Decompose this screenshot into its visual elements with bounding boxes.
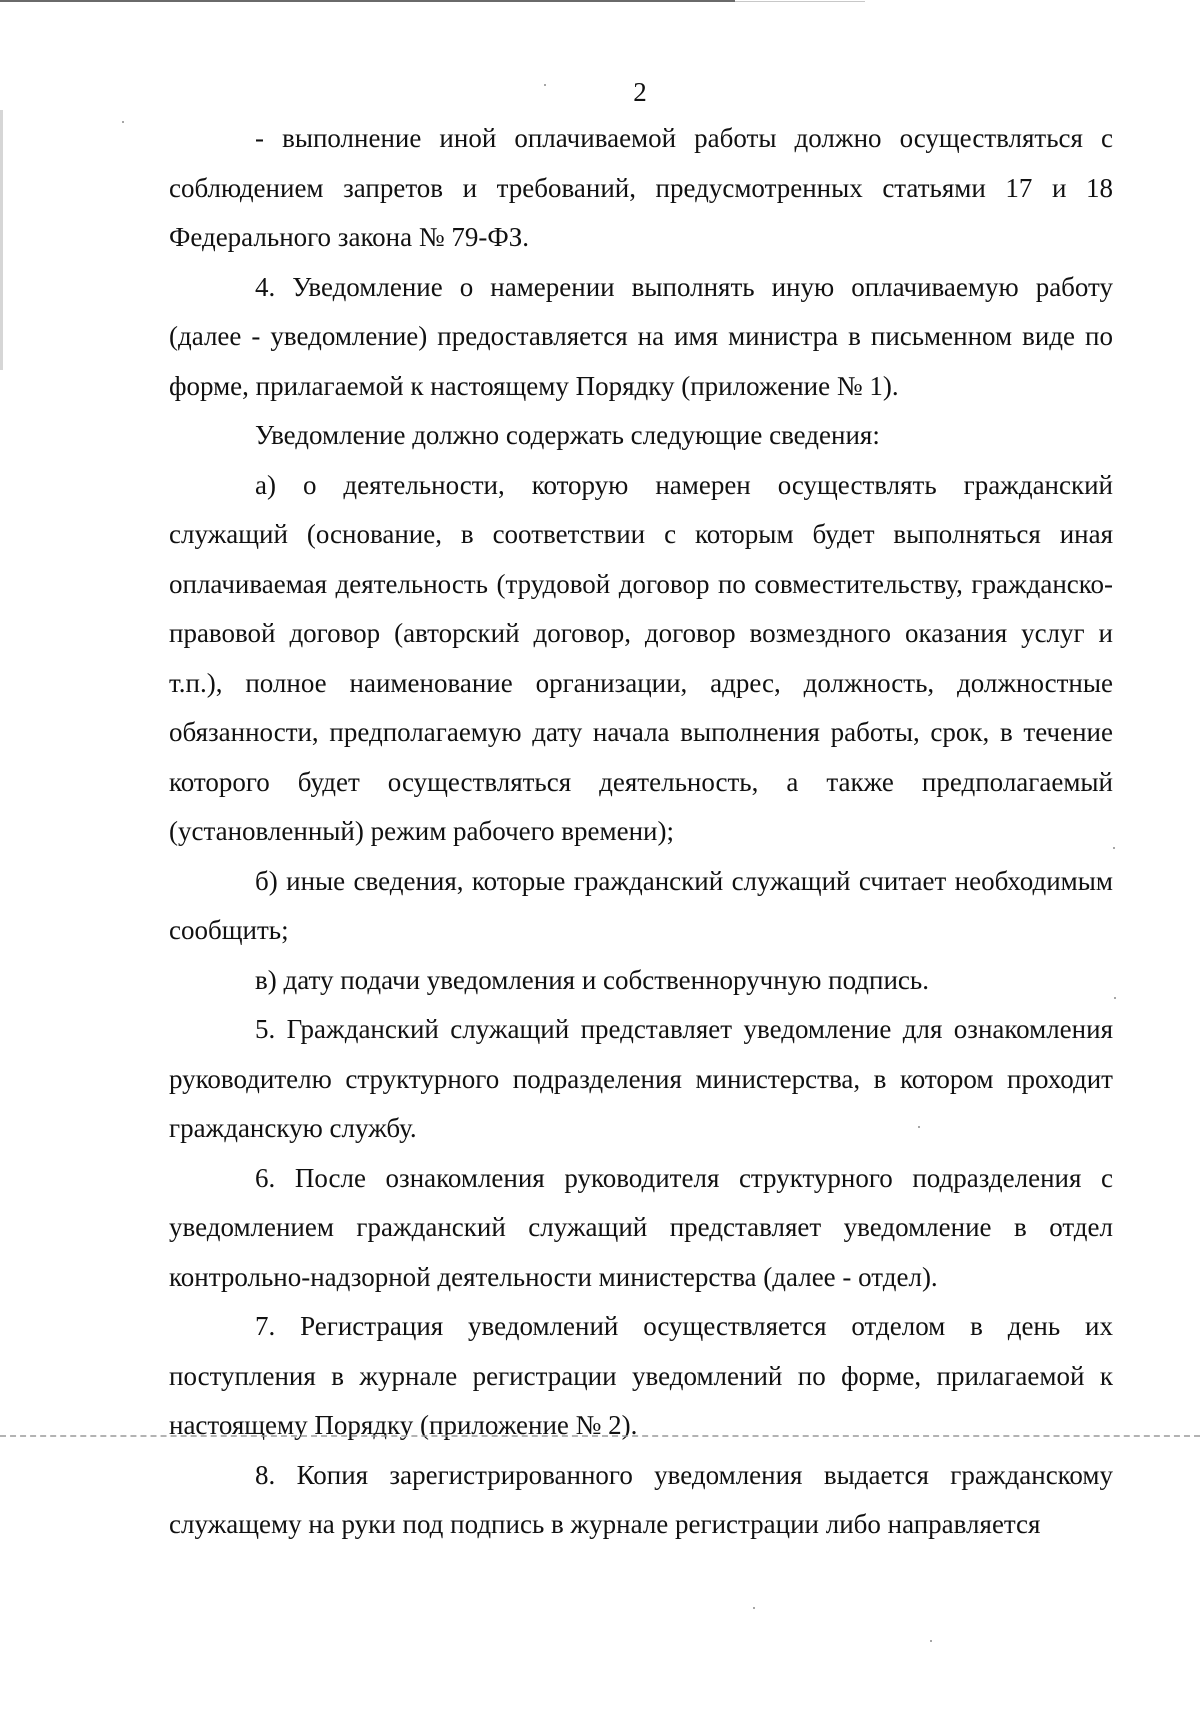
scan-speck [1114, 997, 1116, 999]
paragraph-notice-contents: Уведомление должно содержать следующие сведения: [255, 420, 880, 450]
paragraph-item-5: 5. Гражданский служащий представляет уведомление для ознакомления руководителю структурного подразделения министерства, в котором проходит гражданскую службу. [169, 1014, 1113, 1143]
scan-left-edge-mark [0, 110, 3, 370]
scan-speck [122, 121, 124, 123]
paragraph-item-8: 8. Копия зарегистрированного уведомления выдается гражданскому служащему на руки под подпись в журнале регистрации либо направляется [169, 1459, 1113, 1539]
paragraph-subitem-v: в) дату подачи уведомления и собственноручную подпись. [255, 964, 929, 995]
paragraph-prohibitions: - выполнение иной оплачиваемой работы должно осуществляться с соблюдением запретов и требований, предусмотренных статьями 17 и 18 Федерального закона № 79-ФЗ. [169, 123, 1113, 252]
scan-speck [930, 1640, 932, 1642]
scan-top-border-faint [735, 1, 865, 2]
scan-speck [918, 1126, 920, 1128]
paragraph-item-4: 4. Уведомление о намерении выполнять иную оплачиваемую работу (далее - уведомление) предоставляется на имя министра в письменном виде по форме, прилагаемой к настоящему Порядку (приложение № 1). [169, 271, 1113, 401]
scan-speck [753, 1607, 755, 1609]
document-body [169, 114, 1113, 1550]
paragraph-item-6: 6. После ознакомления руководителя структурного подразделения с уведомлением гражданский служащий представляет уведомление в отдел контрольно-надзорной деятельности министерства (далее - отдел). [169, 1162, 1113, 1292]
scan-top-border [0, 0, 735, 2]
page-number: 2 [633, 77, 647, 107]
scan-speck [1113, 847, 1115, 849]
scan-artifact-line [0, 1435, 1200, 1437]
paragraph-subitem-a: а) о деятельности, которую намерен осуществлять гражданский служащий (основание, в соответствии с которым будет выполняться иная оплачиваемая деятельность (трудовой договор по совместительству, гражданско-правовой договор (авторский договор, договор возмездного оказания услуг и т.п.), полное наименование организации, адрес, должность, должностные обязанности, предполагаемую дату начала выполнения работы, срок, в течение которого будет осуществляться деятельность, а также предполагаемый (установленный) режим рабочего времени); [169, 469, 1113, 846]
scan-speck [544, 84, 546, 86]
paragraph-subitem-b: б) иные сведения, которые гражданский служащий считает необходимым сообщить; [169, 865, 1113, 945]
paragraph-item-7: 7. Регистрация уведомлений осуществляется отделом в день их поступления в журнале регистрации уведомлений по форме, прилагаемой к настоящему Порядку (приложение № 2). [169, 1311, 1113, 1440]
